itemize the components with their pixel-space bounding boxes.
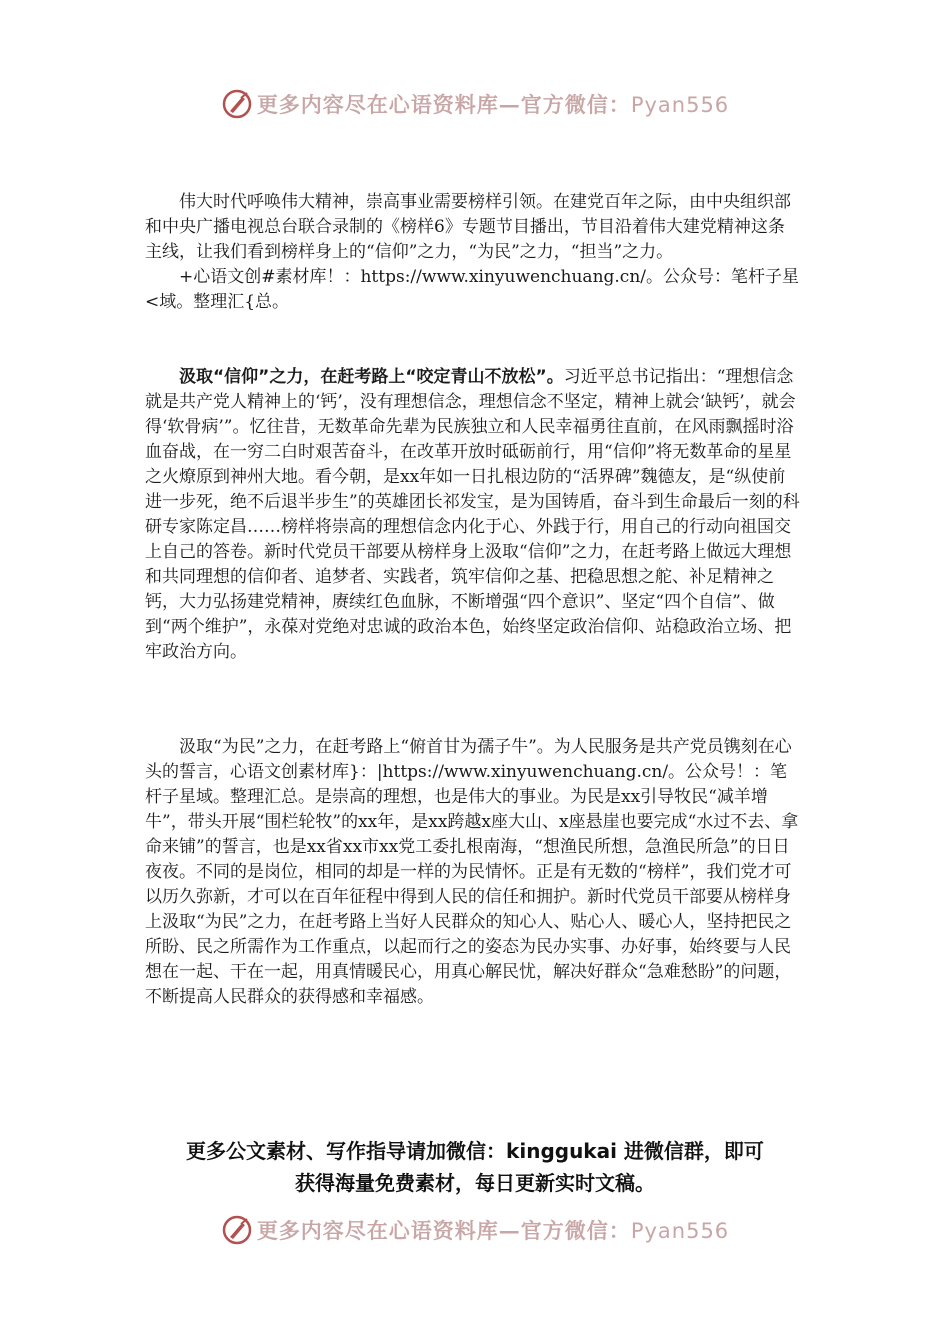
document-body	[145, 190, 800, 1010]
banner-text: 更多内容尽在心语资料库—官方微信：Pyan556	[256, 92, 730, 117]
paragraph-faith-text: 习近平总书记指出：“理想信念就是共产党人精神上的‘钙’，没有理想信念，理想信念不坚定，精神上就会‘缺钙’，就会得‘软骨病’”。忆往昔，无数革命先辈为民族独立和人民幸福勇往直前，在风雨飘摇时浴血奋战，在一穷二白时艰苦奋斗，在改革开放时砥砺前行，用“信仰”将无数革命的星星之火燎原到神州大地。看今朝，是xx年如一日扎根边防的“活界碑”魏德友，是“纵使前进一步死，绝不后退半步生”的英雄团长祁发宝，是为国铸盾，奋斗到生命最后一刻的科研专家陈定昌……榜样将崇高的理想信念内化于心、外践于行，用自己的行动向祖国交上自己的答卷。新时代党员干部要从榜样身上汲取“信仰”之力，在赶考路上做远大理想和共同理想的信仰者、追梦者、实践者，筑牢信仰之基、把稳思想之舵、补足精神之钙，大力弘扬建党精神，赓续红色血脉，不断增强“四个意识”、坚定“四个自信”、做到“两个维护”，永葆对党绝对忠诚的政治本色，始终坚定政治信仰、站稳政治立场、把牢政治方向。	[145, 367, 800, 662]
footer-line-2: 获得海量免费素材，每日更新实时文稿。	[295, 1171, 655, 1195]
paragraph-faith-heading: 汲取“信仰”之力，在赶考路上“咬定青山不放松”。	[179, 367, 564, 387]
quill-pen-logo-icon	[221, 1214, 253, 1246]
footer-line-1: 更多公文素材、写作指导请加微信：kinggukai 进微信群，即可	[186, 1139, 764, 1163]
banner-wechat-id: Pyan556	[630, 1219, 730, 1243]
quill-pen-logo-icon	[221, 88, 253, 120]
paragraph-people: 汲取“为民”之力，在赶考路上“俯首甘为孺子牛”。为人民服务是共产党员镌刻在心头的誓言，心语文创素材库}：|https://www.xinyuwenchuang.cn/。公众号！：笔杆子星域。整理汇总。是崇高的理想，也是伟大的事业。为民是xx引导牧民“减羊增牛”，带头开展“围栏轮牧”的xx年，是xx跨越x座大山、x座悬崖也要完成“水过不去、拿命来铺”的誓言，也是xx省xx市xx党工委扎根南海，“想渔民所想，急渔民所急”的日日夜夜。不同的是岗位，相同的却是一样的为民情怀。正是有无数的“榜样”，我们党才可以历久弥新，才可以在百年征程中得到人民的信任和拥护。新时代党员干部要从榜样身上汲取“为民”之力，在赶考路上当好人民群众的知心人、贴心人、暖心人，坚持把民之所盼、民之所需作为工作重点，以起而行之的姿态为民办实事、办好事，始终要与人民想在一起、干在一起，用真情暖民心，用真心解民忧，解决好群众“急难愁盼”的问题，不断提高人民群众的获得感和幸福感。	[145, 737, 799, 1007]
banner-text: 更多内容尽在心语资料库—官方微信：Pyan556	[256, 1218, 730, 1243]
banner-wechat-id: Pyan556	[630, 93, 730, 117]
footer-banner	[0, 1210, 950, 1250]
footer-promo	[145, 1135, 805, 1199]
paragraph-faith	[145, 365, 800, 665]
paragraph-intro: 伟大时代呼唤伟大精神，崇高事业需要榜样引领。在建党百年之际，由中央组织部和中央广播电视总台联合录制的《榜样6》专题节目播出，节目沿着伟大建党精神这条主线，让我们看到榜样身上的“信仰”之力，“为民”之力，“担当”之力。	[145, 192, 791, 262]
header-banner	[0, 84, 950, 124]
paragraph-source-note: +心语文创#素材库！：https://www.xinyuwenchuang.cn/。公众号：笔杆子星<域。整理汇{总。	[145, 267, 800, 312]
